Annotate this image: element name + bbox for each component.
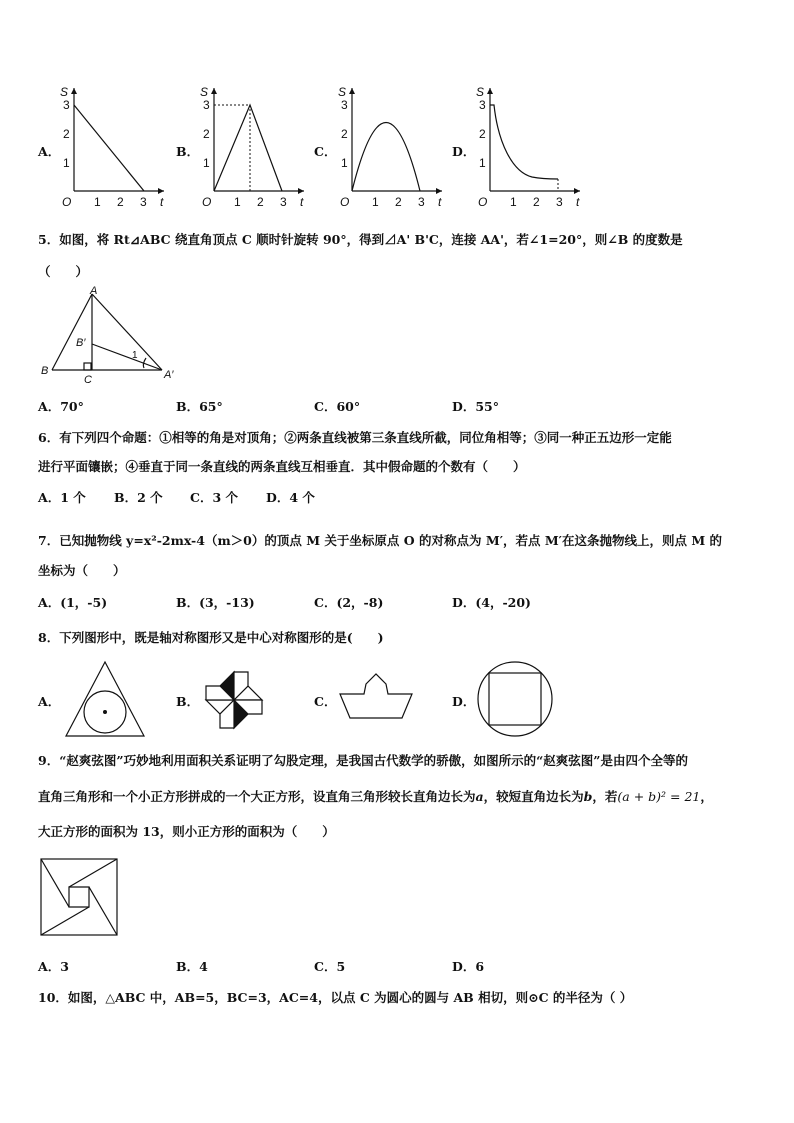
q4-graph-d [472,82,582,212]
q8-option-a-letter: A． [38,694,61,709]
q4-option-d-letter: D． [452,144,476,159]
q4-option-c-letter: C． [314,144,337,159]
svg-text:2: 2 [117,195,124,209]
q4-graph-b [196,82,306,212]
q9-option-b: B．4 [176,959,208,974]
q5-label-a: A [90,285,98,297]
svg-text:2: 2 [533,195,540,209]
q4-graph-a-line [74,105,144,191]
q5-triangle-figure [38,286,188,386]
q9-zhao-shuang-diagram [40,858,120,938]
svg-text:2: 2 [63,127,70,141]
svg-text:t: t [438,195,442,209]
svg-text:O: O [340,195,350,209]
svg-text:1: 1 [203,156,210,170]
q6-option-d: D．4 个 [266,490,315,505]
q9-option-d: D．6 [452,959,485,974]
q5-option-a: A．70° [38,399,84,414]
q4-graph-d-curve [490,105,558,179]
svg-text:2: 2 [395,195,402,209]
q4-option-a-letter: A． [38,144,61,159]
q9-question-line2: 直角三角形和一个小正方形拼成的一个大正方形，设直角三角形较长直角边长为a，较短直角边长为b，若(a + b)² = 21， [38,789,713,804]
q8-option-d-circle-square [476,660,554,738]
q8-option-d-letter: D． [452,694,476,709]
q6-question-line1: 6．有下列四个命题：①相等的角是对顶角；②两条直线被第三条直线所截，同位角相等；③同一种正五边形一定能 [38,430,672,445]
q7-question-line2: 坐标为（ ） [38,563,126,578]
q6-option-c: C．3 个 [190,490,238,505]
svg-text:S: S [476,85,485,99]
q4-axis-x-label: t [160,195,164,209]
svg-text:3: 3 [341,98,348,112]
svg-text:S: S [338,85,347,99]
q5-label-b: B [41,365,49,377]
q5-option-d: D．55° [452,399,499,414]
q5-label-a-prime: A′ [164,369,174,381]
q8-option-b-pinwheel [204,670,264,730]
q8-option-a-triangle-circle [64,660,146,738]
q4-option-b-letter: B． [176,144,200,159]
svg-text:3: 3 [556,195,563,209]
svg-text:t: t [576,195,580,209]
q5-label-b-prime: B′ [76,337,86,349]
q9-formula: (a + b)² = 21 [617,789,701,804]
q8-option-b-letter: B． [176,694,200,709]
q5-label-angle-1: 1 [132,350,138,361]
svg-text:2: 2 [479,127,486,141]
q7-question-line1: 7．已知抛物线 y=x²-2mx-4（m＞0）的顶点 M 关于坐标原点 O 的对称点为 M′，若点 M′在这条抛物线上，则点 M 的 [38,533,723,548]
svg-text:O: O [202,195,212,209]
q9-var-a: a [475,789,484,804]
q9-var-b: b [583,789,593,804]
svg-text:3: 3 [418,195,425,209]
q7-option-b: B．(3，-13) [176,595,255,610]
svg-text:1: 1 [94,195,101,209]
svg-text:S: S [200,85,209,99]
svg-text:t: t [300,195,304,209]
svg-text:1: 1 [63,156,70,170]
q6-option-a: A．1 个 [38,490,86,505]
q10-question-text: 10．如图，△ABC 中，AB=5，BC=3，AC=4，以点 C 为圆心的圆与 AB 相切，则⊙C 的半径为（ ） [38,990,633,1005]
q4-graph-a [56,82,166,212]
q8-option-c-boat [338,672,414,722]
q4-axis-origin: O [62,195,72,209]
q5-label-c: C [84,374,92,386]
q6-question-line2: 进行平面镶嵌；④垂直于同一条直线的两条直线互相垂直．其中假命题的个数有（ ） [38,459,526,474]
q7-option-c: C．(2，-8) [314,595,384,610]
q4-axis-y-label: S [60,85,69,99]
svg-text:1: 1 [341,156,348,170]
svg-text:3: 3 [280,195,287,209]
svg-text:2: 2 [341,127,348,141]
q4-graph-b-line [214,105,282,191]
q8-question-text: 8．下列图形中，既是轴对称图形又是中心对称图形的是( ) [38,630,384,645]
svg-text:O: O [478,195,488,209]
svg-text:1: 1 [510,195,517,209]
svg-text:2: 2 [203,127,210,141]
svg-text:1: 1 [479,156,486,170]
q6-option-b: B．2 个 [114,490,163,505]
q7-option-d: D．(4，-20) [452,595,531,610]
svg-text:3: 3 [479,98,486,112]
q9-option-a: A．3 [38,959,69,974]
svg-text:1: 1 [234,195,241,209]
svg-text:3: 3 [203,98,210,112]
svg-text:3: 3 [140,195,147,209]
q9-question-line1: 9．“赵爽弦图”巧妙地利用面积关系证明了勾股定理，是我国古代数学的骄傲，如图所示的“赵爽弦图”是由四个全等的 [38,753,688,768]
svg-text:2: 2 [257,195,264,209]
svg-text:3: 3 [63,98,70,112]
q5-question-text: 5．如图，将 Rt⊿ABC 绕直角顶点 C 顺时针旋转 90°，得到⊿A' B'C，连接 AA'，若∠1=20°，则∠B 的度数是 [38,232,683,247]
q5-answer-paren: （ ） [38,264,89,279]
q5-option-b: B．65° [176,399,223,414]
svg-text:1: 1 [372,195,379,209]
q4-graph-c [334,82,444,212]
q8-option-c-letter: C． [314,694,337,709]
q9-option-c: C．5 [314,959,346,974]
q7-option-a: A．(1，-5) [38,595,108,610]
q5-option-c: C．60° [314,399,361,414]
q9-question-line3: 大正方形的面积为 13，则小正方形的面积为（ ） [38,824,335,839]
q4-graph-c-curve [352,123,420,192]
